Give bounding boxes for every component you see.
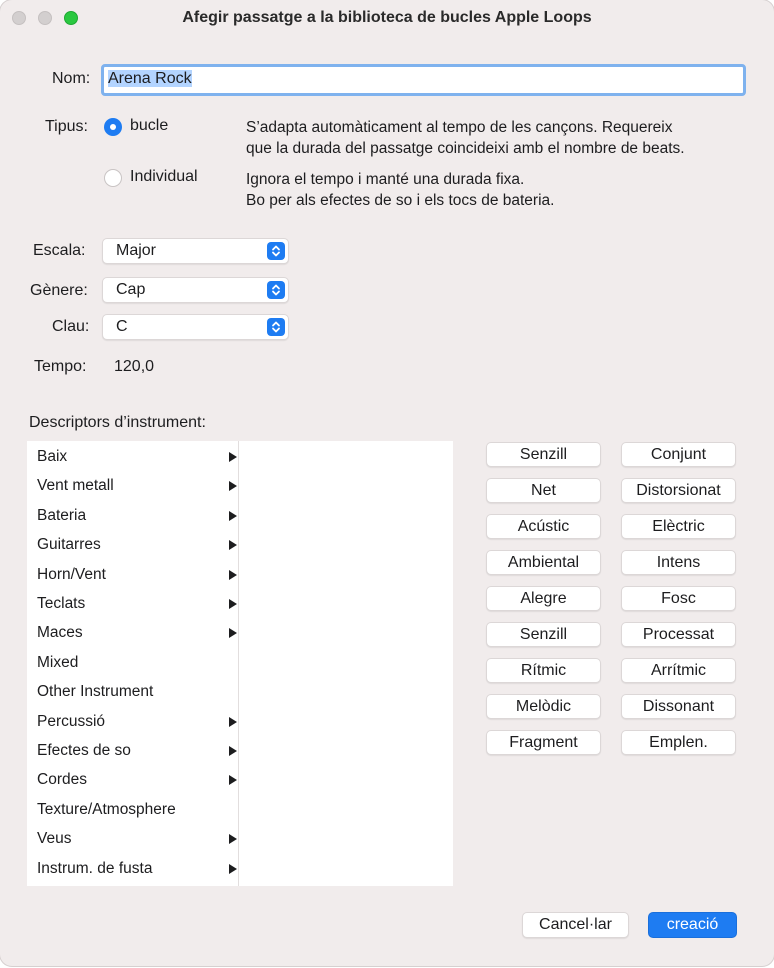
instrument-list-item[interactable] bbox=[27, 707, 238, 736]
disclosure-arrow-icon bbox=[229, 570, 237, 580]
disclosure-arrow-icon bbox=[229, 599, 237, 609]
tempo-value: 120,0 bbox=[114, 358, 155, 375]
instrument-list-item[interactable] bbox=[27, 442, 238, 471]
disclosure-arrow-icon bbox=[229, 452, 237, 462]
disclosure-arrow-icon bbox=[229, 628, 237, 638]
descriptor-button[interactable]: Rítmic bbox=[486, 658, 601, 683]
disclosure-arrow-icon bbox=[229, 746, 237, 756]
key-popup-value: C bbox=[116, 318, 128, 335]
instrument-list-item[interactable] bbox=[27, 648, 238, 677]
descriptor-button[interactable]: Processat bbox=[621, 622, 736, 647]
instrument-list-item[interactable] bbox=[27, 854, 238, 883]
instrument-list-item[interactable] bbox=[27, 471, 238, 500]
descriptor-button[interactable]: Arrítmic bbox=[621, 658, 736, 683]
name-input-value: Arena Rock bbox=[108, 70, 192, 87]
loop-description-line-2: que la durada del passatge coincideixi amb el nombre de beats. bbox=[246, 140, 685, 157]
instrument-browser[interactable] bbox=[27, 441, 453, 886]
genre-label: Gènere: bbox=[30, 282, 88, 299]
radio-one-shot[interactable] bbox=[104, 169, 122, 187]
descriptor-button[interactable]: Conjunt bbox=[621, 442, 736, 467]
instrument-list-item-label: Baix bbox=[37, 448, 68, 465]
disclosure-arrow-icon bbox=[229, 834, 237, 844]
instrument-list-item[interactable] bbox=[27, 501, 238, 530]
name-input[interactable] bbox=[101, 64, 746, 96]
descriptor-button[interactable]: Net bbox=[486, 478, 601, 503]
instrument-list-item[interactable] bbox=[27, 824, 238, 853]
instrument-list-item[interactable] bbox=[27, 618, 238, 647]
title-bar bbox=[0, 0, 774, 38]
key-label: Clau: bbox=[52, 318, 90, 335]
disclosure-arrow-icon bbox=[229, 775, 237, 785]
chevron-up-down-icon bbox=[267, 242, 285, 260]
instrument-list-item[interactable] bbox=[27, 589, 238, 618]
key-popup[interactable] bbox=[102, 314, 289, 340]
one-shot-description-line-2: Bo per als efectes de so i els tocs de bateria. bbox=[246, 192, 555, 209]
instrument-list-item-label: Cordes bbox=[37, 771, 87, 789]
instrument-list-item-label: Horn/Vent bbox=[37, 565, 106, 583]
one-shot-description-line-1: Ignora el tempo i manté una durada fixa. bbox=[246, 171, 525, 188]
instrument-list-item[interactable] bbox=[27, 795, 238, 824]
instrument-list-item-label: Vent metall bbox=[37, 477, 114, 495]
instrument-list-item-label: Veus bbox=[37, 830, 72, 848]
descriptor-button[interactable]: Distorsionat bbox=[621, 478, 736, 503]
instrument-list-item[interactable] bbox=[27, 677, 238, 706]
descriptor-button[interactable]: Senzill bbox=[486, 622, 601, 647]
descriptor-button[interactable]: Fosc bbox=[621, 586, 736, 611]
instrument-list-item[interactable] bbox=[27, 530, 238, 559]
instrument-list-item-label: Teclats bbox=[37, 595, 86, 612]
instrument-list-item-label: Efectes de so bbox=[37, 742, 131, 759]
scale-popup[interactable] bbox=[102, 238, 289, 264]
descriptor-button[interactable]: Acústic bbox=[486, 514, 601, 539]
window-title: Afegir passatge a la biblioteca de bucles Apple Loops bbox=[182, 9, 592, 26]
instrument-list-item[interactable] bbox=[27, 765, 238, 794]
instrument-list-item-label: Guitarres bbox=[37, 536, 101, 554]
instrument-descriptors-label: Descriptors d’instrument: bbox=[29, 414, 206, 431]
type-label: Tipus: bbox=[45, 118, 88, 135]
cancel-button[interactable]: Cancel·lar bbox=[522, 912, 629, 938]
descriptor-button[interactable]: Dissonant bbox=[621, 694, 736, 719]
instrument-list-item[interactable] bbox=[27, 560, 238, 589]
loop-description-line-1: S’adapta automàticament al tempo de les cançons. Requereix bbox=[246, 119, 673, 136]
radio-loop[interactable] bbox=[104, 118, 122, 136]
disclosure-arrow-icon bbox=[229, 540, 237, 550]
instrument-list-item-label: Percussió bbox=[37, 712, 106, 730]
tempo-label: Tempo: bbox=[34, 358, 87, 375]
instrument-list-item-label: Maces bbox=[37, 624, 83, 642]
descriptor-button[interactable]: Melòdic bbox=[486, 694, 601, 719]
instrument-list-item-label: Texture/Atmosphere bbox=[37, 800, 176, 818]
descriptor-button[interactable]: Senzill bbox=[486, 442, 601, 467]
disclosure-arrow-icon bbox=[229, 864, 237, 874]
descriptor-button[interactable]: Elèctric bbox=[621, 514, 736, 539]
chevron-up-down-icon bbox=[267, 318, 285, 336]
radio-one-shot-label[interactable]: Individual bbox=[130, 168, 198, 185]
genre-popup-value: Cap bbox=[116, 281, 146, 298]
instrument-list-item-label: Instrum. de fusta bbox=[37, 859, 153, 877]
instrument-list-item-label: Mixed bbox=[37, 653, 79, 671]
loop-description bbox=[246, 117, 685, 159]
scale-label: Escala: bbox=[33, 242, 86, 259]
disclosure-arrow-icon bbox=[229, 481, 237, 491]
chevron-up-down-icon bbox=[267, 281, 285, 299]
descriptor-button[interactable]: Alegre bbox=[486, 586, 601, 611]
radio-loop-label[interactable]: bucle bbox=[130, 117, 169, 134]
create-button[interactable]: creació bbox=[648, 912, 737, 938]
column-divider bbox=[238, 441, 239, 886]
descriptor-button[interactable]: Fragment bbox=[486, 730, 601, 755]
instrument-list-item-label: Other Instrument bbox=[37, 683, 154, 701]
disclosure-arrow-icon bbox=[229, 511, 237, 521]
disclosure-arrow-icon bbox=[229, 717, 237, 727]
scale-popup-value: Major bbox=[116, 242, 157, 259]
instrument-list-item[interactable] bbox=[27, 736, 238, 765]
one-shot-description bbox=[246, 169, 554, 211]
descriptor-button[interactable]: Emplen. bbox=[621, 730, 736, 755]
genre-popup[interactable] bbox=[102, 277, 289, 303]
name-label: Nom: bbox=[52, 70, 91, 87]
descriptor-button[interactable]: Intens bbox=[621, 550, 736, 575]
instrument-list-item-label: Bateria bbox=[37, 506, 87, 524]
descriptor-button[interactable]: Ambiental bbox=[486, 550, 601, 575]
